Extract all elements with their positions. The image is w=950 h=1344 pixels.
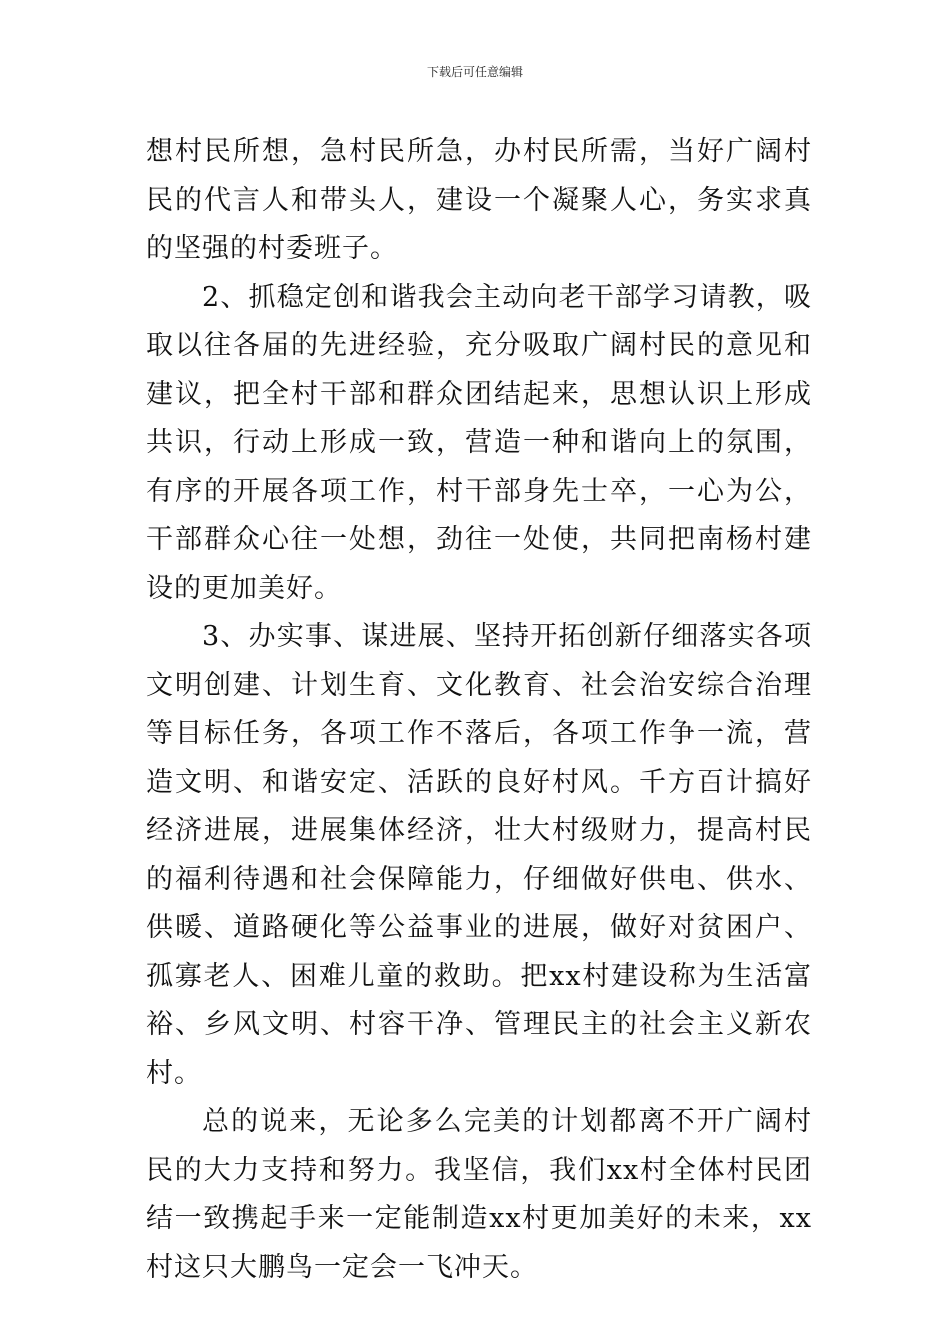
document-body — [146, 128, 812, 1292]
header-note: 下载后可任意编辑 — [426, 65, 523, 79]
paragraph-continuation: 想村民所想，急村民所急，办村民所需，当好广阔村民的代言人和带头人，建设一个凝聚人心，务实求真的坚强的村委班子。 — [146, 136, 812, 264]
paragraph-practical-development: 3、办实事、谋进展、坚持开拓创新仔细落实各项文明创建、计划生育、文化教育、社会治安综合治理等目标任务，各项工作不落后，各项工作争一流，营造文明、和谐安定、活跃的良好村风。千方百计搞好经济进展，进展集体经济，壮大村级财力，提高村民的福利待遇和社会保障能力，仔细做好供电、供水、供暖、道路硬化等公益事业的进展，做好对贫困户、孤寡老人、困难儿童的救助。把xx村建设称为生活富裕、乡风文明、村容干净、管理民主的社会主义新农村。 — [146, 621, 812, 1089]
paragraph-conclusion: 总的说来，无论多么完美的计划都离不开广阔村民的大力支持和努力。我坚信，我们xx村全体村民团结一致携起手来一定能制造xx村更加美好的未来，xx村这只大鹏鸟一定会一飞冲天。 — [146, 1106, 812, 1283]
paragraph-stability-harmony: 2、抓稳定创和谐我会主动向老干部学习请教，吸取以往各届的先进经验，充分吸取广阔村民的意见和建议，把全村干部和群众团结起来，思想认识上形成共识，行动上形成一致，营造一种和谐向上的氛围，有序的开展各项工作，村干部身先士卒，一心为公，干部群众心往一处想，劲往一处使，共同把南杨村建设的更加美好。 — [146, 281, 812, 604]
